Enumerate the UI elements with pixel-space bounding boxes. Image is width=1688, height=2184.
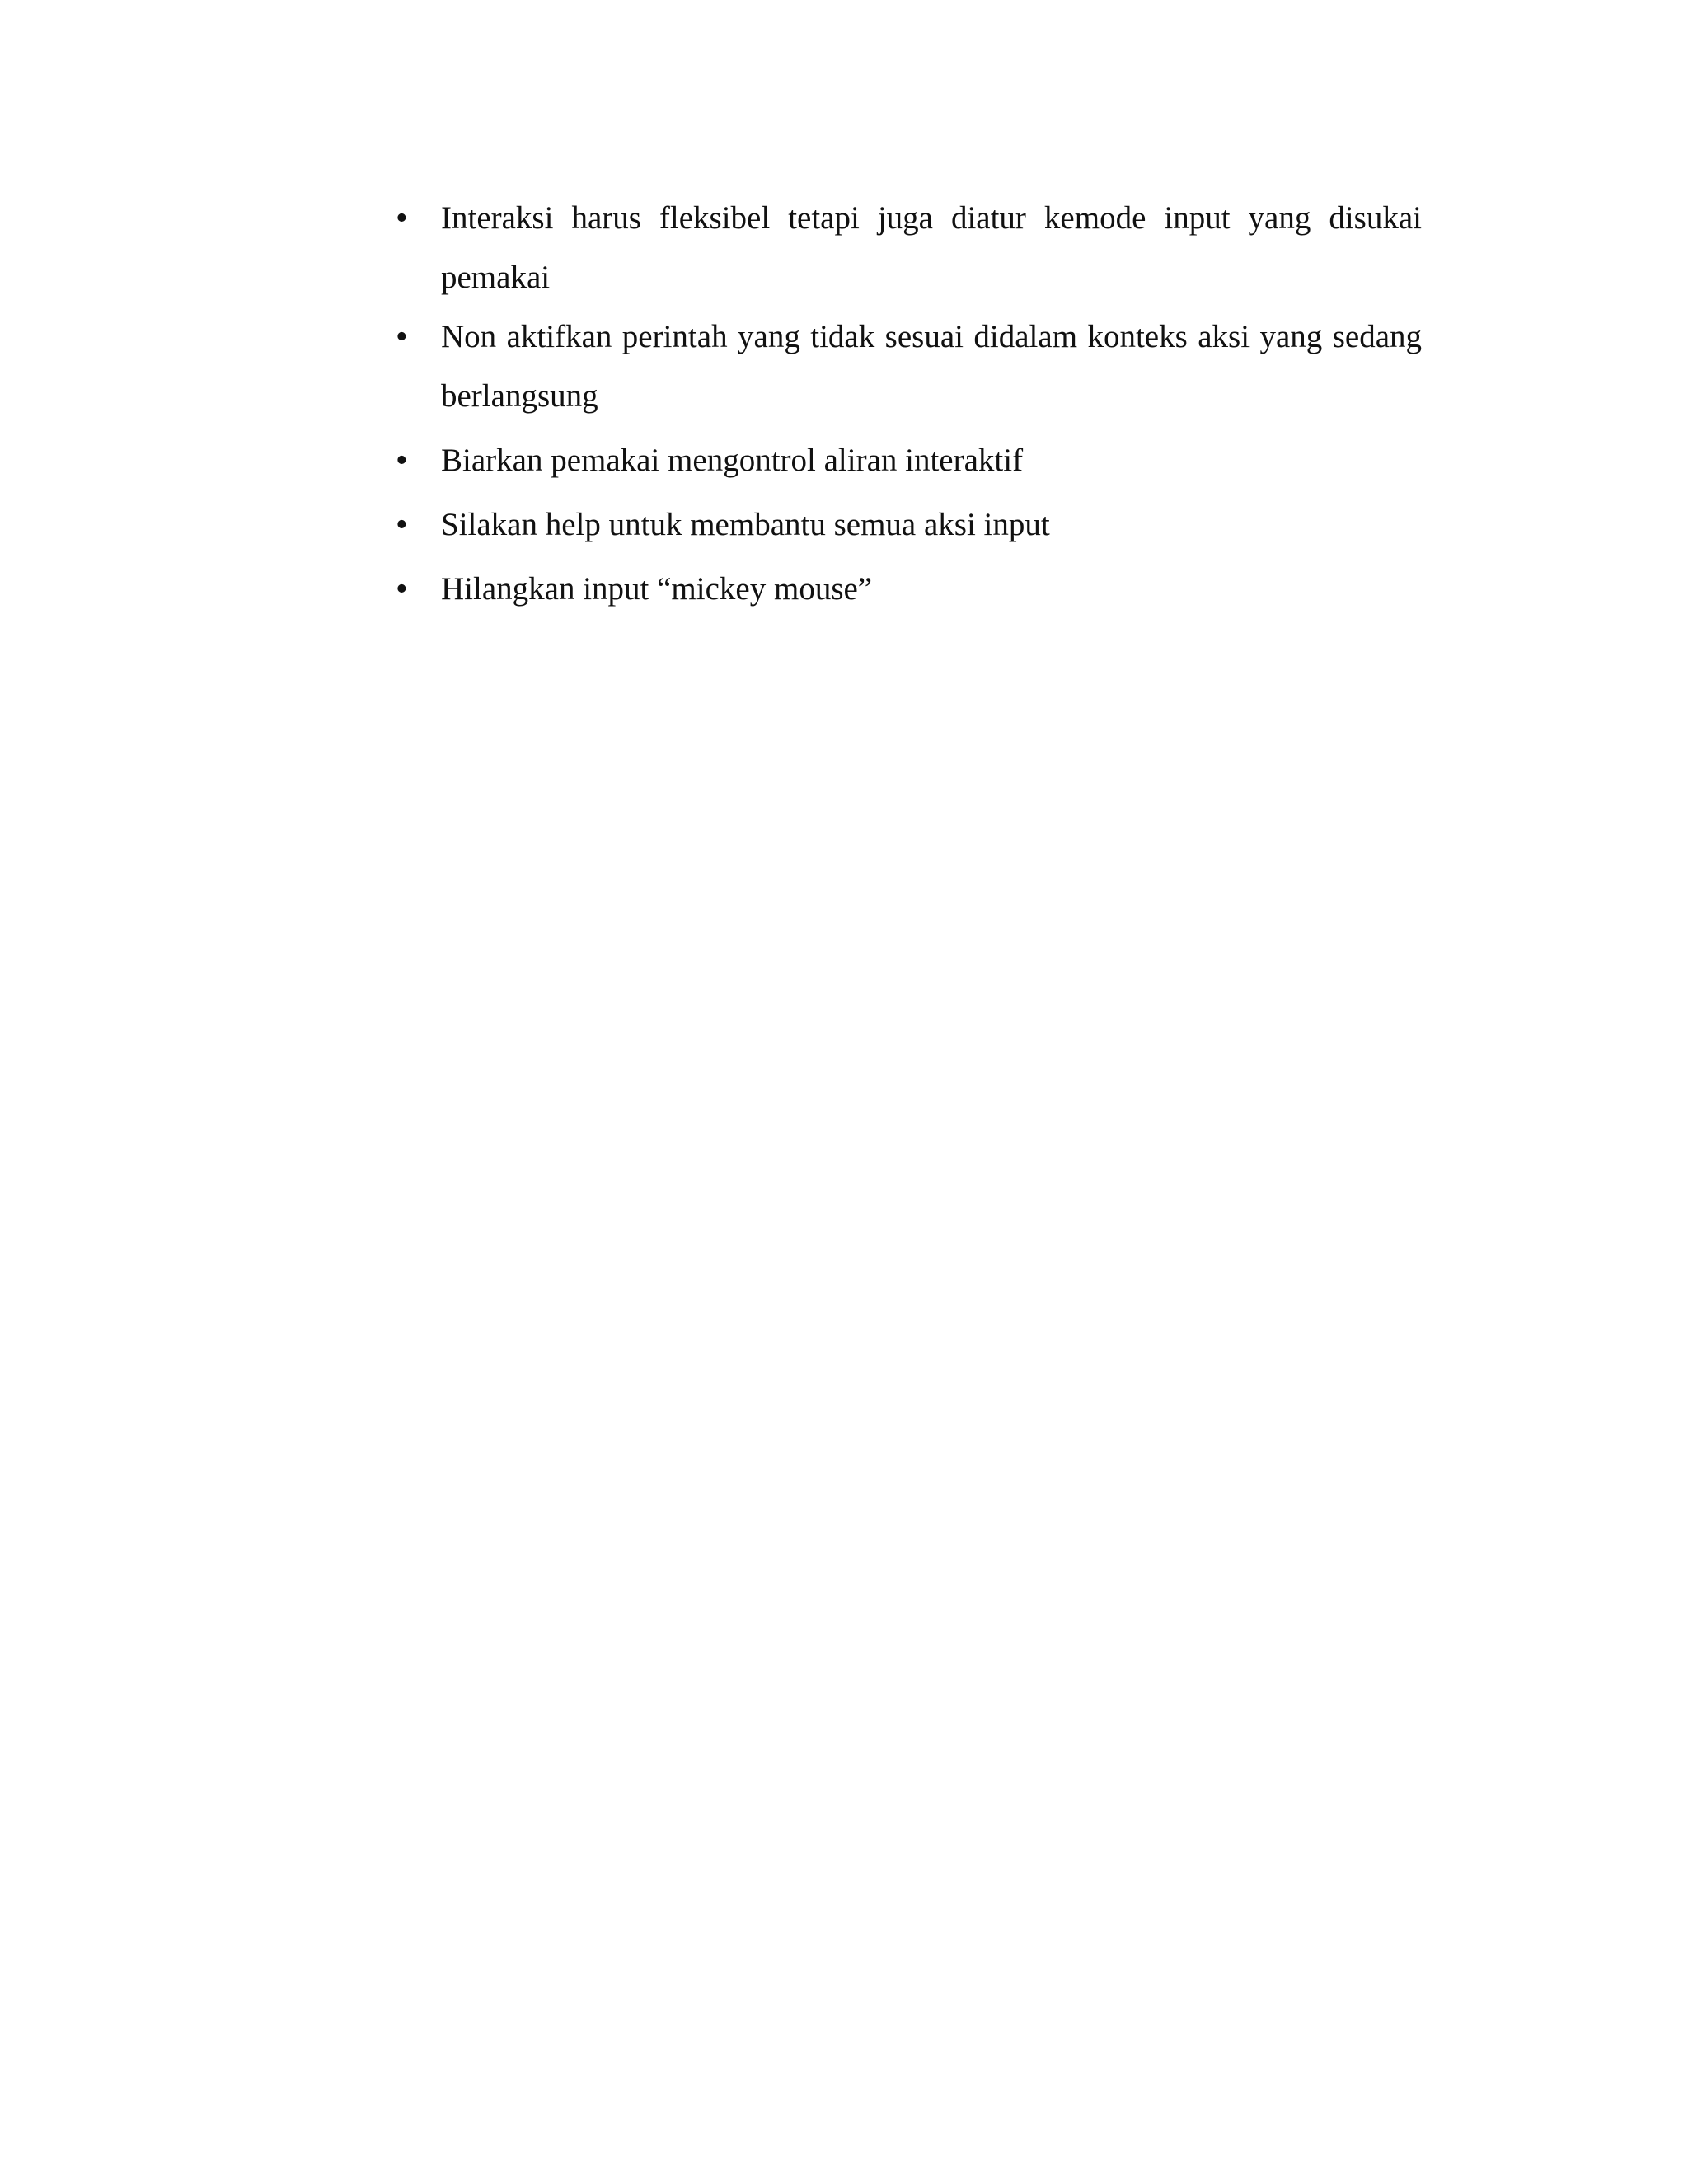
list-item <box>387 307 1422 426</box>
bullet-list <box>387 189 1422 624</box>
list-item-text: Interaksi harus fleksibel tetapi juga diatur kemode input yang disukai pemakai <box>441 200 1422 295</box>
bullet-icon: • <box>396 318 408 356</box>
list-item-text: Hilangkan input “mickey mouse” <box>441 571 873 607</box>
list-item-text: Silakan help untuk membantu semua aksi input <box>441 507 1050 542</box>
list-item <box>387 495 1422 555</box>
bullet-icon: • <box>396 570 408 608</box>
bullet-icon: • <box>396 506 408 544</box>
list-item-text: Biarkan pemakai mengontrol aliran interaktif <box>441 443 1024 478</box>
list-item <box>387 431 1422 490</box>
bullet-icon: • <box>396 442 408 480</box>
bullet-icon: • <box>396 199 408 237</box>
list-item <box>387 189 1422 307</box>
list-item <box>387 560 1422 619</box>
list-item-text: Non aktifkan perintah yang tidak sesuai didalam konteks aksi yang sedang berlangsung <box>441 319 1422 414</box>
